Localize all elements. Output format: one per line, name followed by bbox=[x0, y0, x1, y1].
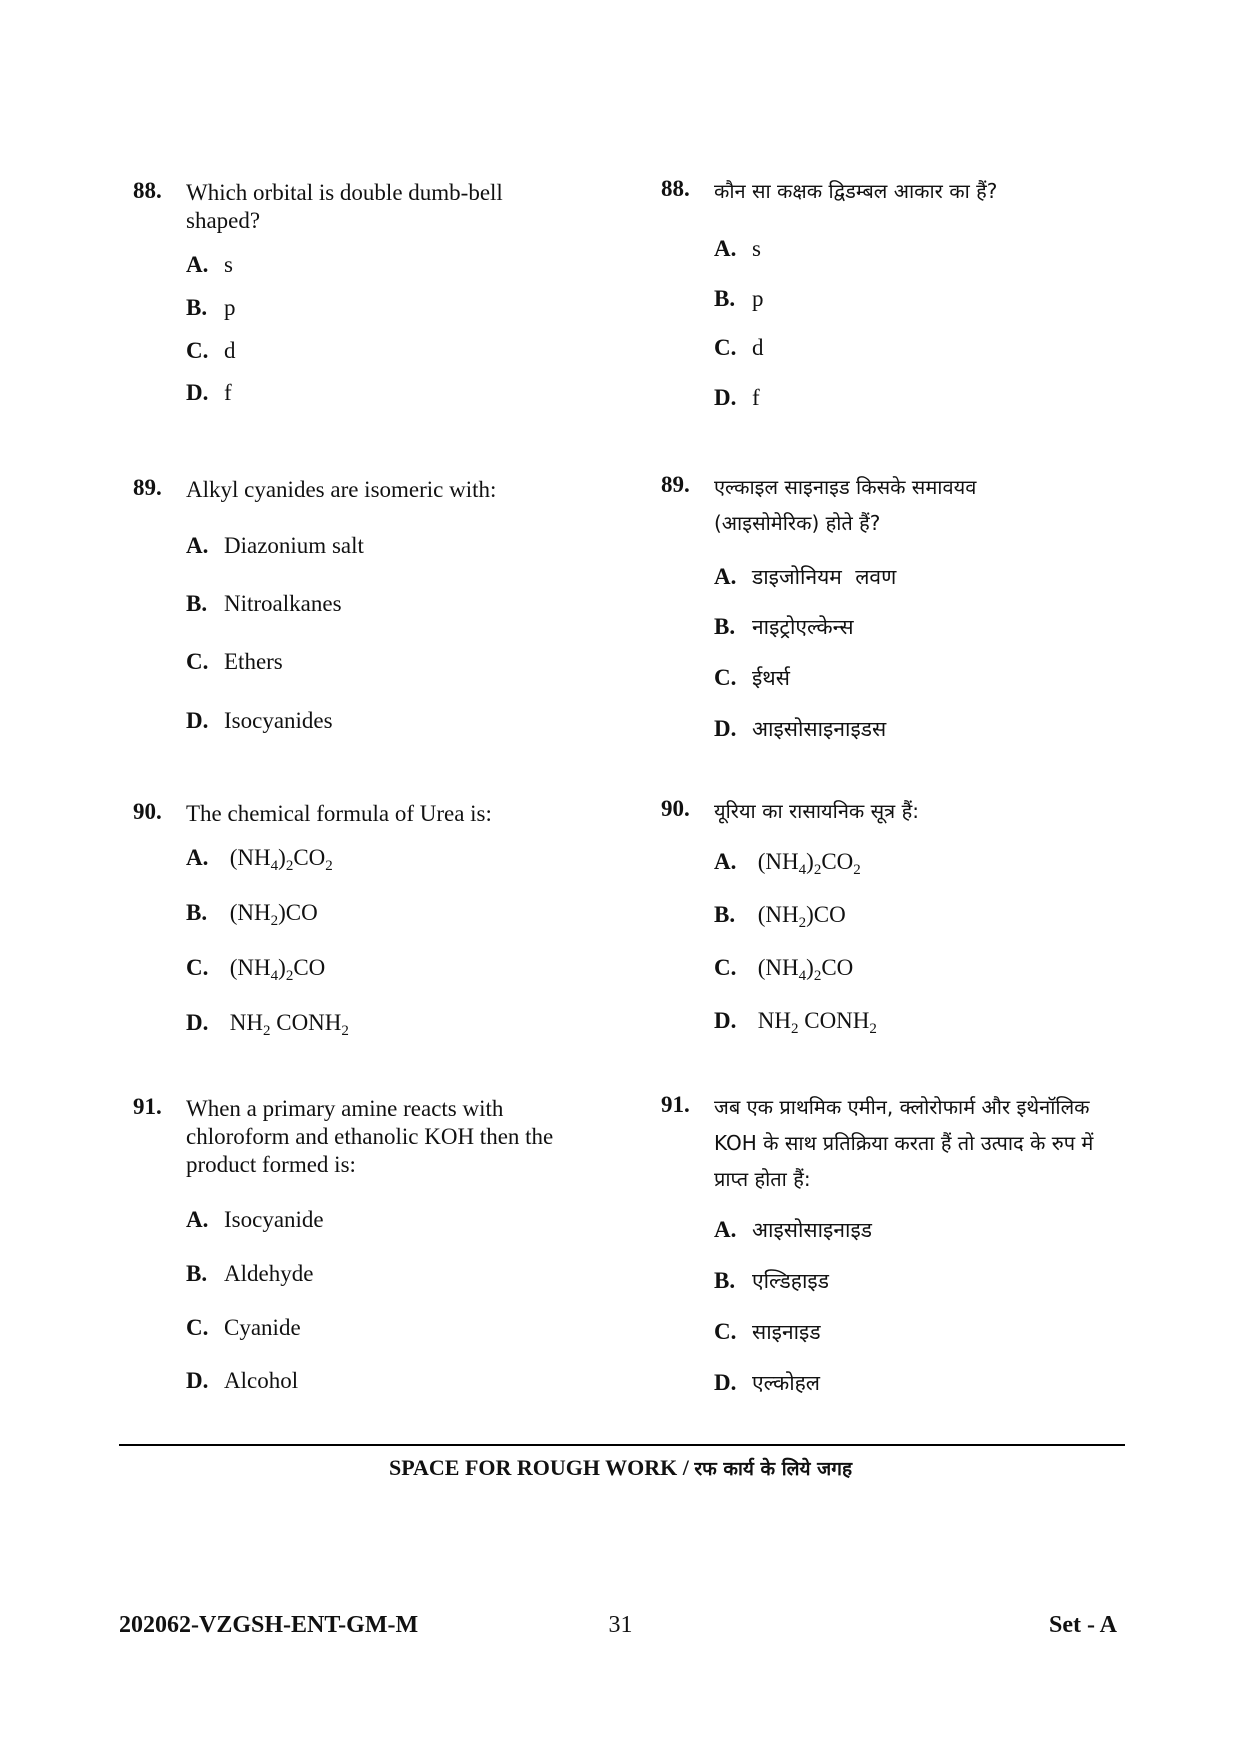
question-number: 90. bbox=[661, 796, 690, 821]
formula-b: $(NH_2)CO$ bbox=[229, 900, 318, 929]
option-a[interactable]: A. Isocyanide bbox=[186, 1207, 324, 1232]
option-d[interactable]: D. f bbox=[714, 385, 760, 410]
formula-c: $(NH_4)_2CO$ bbox=[229, 955, 326, 984]
question-number: 91. bbox=[661, 1092, 690, 1117]
question-number: 89. bbox=[661, 472, 690, 497]
option-d[interactable]: D. Isocyanides bbox=[186, 708, 333, 733]
option-d[interactable]: D. आइसोसाइनाइडस bbox=[714, 716, 887, 741]
set-label: Set - A bbox=[1049, 1612, 1117, 1638]
option-a[interactable]: A. डाइजोनियम लवण bbox=[714, 564, 897, 589]
formula-d: $NH_2$ $CONH_2$ bbox=[229, 1010, 349, 1039]
option-c[interactable]: C. साइनाइड bbox=[714, 1319, 821, 1344]
rough-work-heading: SPACE FOR ROUGH WORK / रफ कार्य के लिये जगह bbox=[388, 1455, 853, 1480]
question-text: The chemical formula of Urea is: bbox=[186, 801, 492, 826]
option-c[interactable]: C. $(NH_4)_2CO$ bbox=[714, 955, 854, 984]
option-a[interactable]: A. s bbox=[186, 252, 233, 277]
option-d[interactable]: D. $NH_2$ $CONH_2$ bbox=[186, 1010, 349, 1039]
question-number: 88. bbox=[661, 176, 690, 201]
paper-code: 202062-VZGSH-ENT-GM-M bbox=[119, 1612, 419, 1638]
option-b[interactable]: B. Nitroalkanes bbox=[186, 591, 342, 616]
question-text: जब एक प्राथमिक एमीन, क्लोरोफार्म और इथेनॉलिक KOH के साथ प्रतिक्रिया करता हैं तो उत्पाद के रुप में प्राप्त होता हैं: bbox=[714, 1095, 1094, 1191]
page-number: 31 bbox=[608, 1612, 633, 1638]
option-b[interactable]: B. $(NH_2)CO$ bbox=[714, 902, 846, 931]
option-b[interactable]: B. नाइट्रोएल्केन्स bbox=[714, 614, 854, 639]
option-b[interactable]: B. $(NH_2)CO$ bbox=[186, 900, 318, 929]
formula-b: $(NH_2)CO$ bbox=[757, 902, 846, 931]
option-c[interactable]: C. Cyanide bbox=[186, 1315, 301, 1340]
question-text: कौन सा कक्षक द्विडम्बल आकार का हैं? bbox=[714, 179, 998, 203]
option-c[interactable]: C. d bbox=[186, 338, 236, 363]
question-number: 88. bbox=[133, 178, 162, 203]
option-d[interactable]: D. f bbox=[186, 380, 232, 405]
question-number: 89. bbox=[133, 475, 162, 500]
option-a[interactable]: A. $(NH_4)_2CO_2$ bbox=[186, 845, 333, 874]
option-b[interactable]: B. Aldehyde bbox=[186, 1261, 314, 1286]
option-a[interactable]: A. $(NH_4)_2CO_2$ bbox=[714, 849, 861, 878]
question-text: Alkyl cyanides are isomeric with: bbox=[186, 477, 497, 502]
option-b[interactable]: B. p bbox=[186, 295, 236, 320]
option-d[interactable]: D. $NH_2$ $CONH_2$ bbox=[714, 1008, 877, 1037]
question-number: 91. bbox=[133, 1094, 162, 1119]
question-text: Which orbital is double dumb-bell shaped? bbox=[186, 180, 503, 233]
option-a[interactable]: A. s bbox=[714, 236, 761, 261]
divider-line bbox=[119, 1444, 1125, 1446]
question-text: When a primary amine reacts with chloroform and ethanolic KOH then the product formed is: bbox=[186, 1096, 554, 1177]
formula-c: $(NH_4)_2CO$ bbox=[757, 955, 854, 984]
option-b[interactable]: B. p bbox=[714, 286, 764, 311]
option-d[interactable]: D. Alcohol bbox=[186, 1368, 299, 1393]
option-c[interactable]: C. $(NH_4)_2CO$ bbox=[186, 955, 326, 984]
question-number: 90. bbox=[133, 799, 162, 824]
formula-d: $NH_2$ $CONH_2$ bbox=[757, 1008, 877, 1037]
question-text: एल्काइल साइनाइड किसके समावयव (आइसोमेरिक) होते हैं? bbox=[714, 475, 977, 535]
formula-a: $(NH_4)_2CO_2$ bbox=[757, 849, 861, 878]
option-c[interactable]: C. d bbox=[714, 335, 764, 360]
option-b[interactable]: B. एल्डिहाइड bbox=[714, 1268, 829, 1293]
formula-a: $(NH_4)_2CO_2$ bbox=[229, 845, 333, 874]
option-c[interactable]: C. Ethers bbox=[186, 649, 283, 674]
option-c[interactable]: C. ईथर्स bbox=[714, 665, 790, 690]
question-text: यूरिया का रासायनिक सूत्र हैं: bbox=[714, 799, 919, 823]
option-a[interactable]: A. Diazonium salt bbox=[186, 533, 364, 558]
option-d[interactable]: D. एल्कोहल bbox=[714, 1370, 821, 1395]
option-a[interactable]: A. आइसोसाइनाइड bbox=[714, 1217, 872, 1242]
